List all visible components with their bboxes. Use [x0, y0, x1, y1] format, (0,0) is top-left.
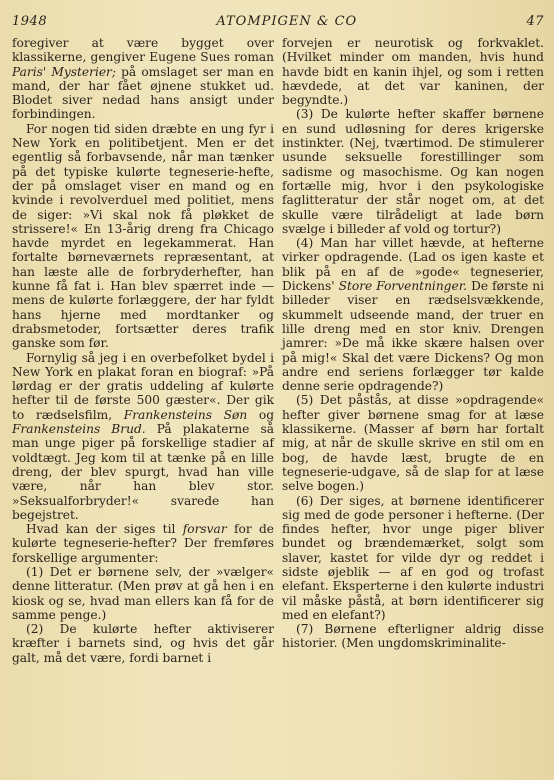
- paragraph: (7) Børnene efterligner aldrig disse historier. (Men ungdomskriminalite-: [282, 622, 544, 651]
- paragraph: (6) Der siges, at børnene identificerer sig med de gode personer i hefterne. (Der findes hefter, hvor unge piger bliver bundet og brændemærket, solgt som slaver, kastet for vilde dyr og reddet i sidste øjeblik — af en god og trofast elefant. Eksperterne i den kulørte industri vil måske påstå, at børn identificerer sig med en elefant?): [282, 493, 544, 622]
- paragraph: Fornylig så jeg i en overbefolket bydel i New York en plakat foran en biograf: »På lørdag er der gratis uddeling af kulørte hefter til de første 500 gæster«. Der gik to rædselsfilm, Frankensteins Søn og Frankensteins Brud. På plakaterne så man unge piger på forskellige stadier af voldtægt. Jeg kom til at tænke på en lille dreng, der blev spurgt, hvad han ville være, når han blev stor. »Seksualforbryder!« svarede han begejstret.: [12, 350, 275, 522]
- paragraph: forvejen er neurotisk og forkvaklet. (Hvilket minder om manden, hvis hund havde bidt en kanin ihjel, og som i retten hævdede, at det var kaninen, der begyndte.): [282, 36, 544, 108]
- left-column: [12, 36, 274, 665]
- paragraph: (3) De kulørte hefter skaffer børnene en sund udløsning for deres krigerske instinkter. (Nej, tværtimod. De stimulerer usunde seksuelle forestillinger som sadisme og masochisme. Og kan nogen fortælle mig, hvor i den psykologiske faglitteratur der står noget om, at det skulle være tilrådeligt at lade børn svælge i billeder af vold og tortur?): [282, 107, 544, 236]
- paragraph: foregiver at være bygget over klassikerne, gengiver Eugene Sues roman Paris' Mysterier; på omslaget ser man en mand, der har fået øjnene stukket ud. Blodet siver nedad hans ansigt under forbindingen.: [12, 36, 274, 122]
- paragraph: (5) Det påstås, at disse »opdragende« hefter giver børnene smag for at læse klassikerne. (Masser af børn har fortalt mig, at når de skulle skrive en stil om en bog, de havde læst, brugte de en tegneserie-udgave, så de slap for at læse selve bogen.): [282, 393, 544, 494]
- paragraph: Hvad kan der siges til forsvar for de kulørte tegneserie-hefter? Der fremføres forskellige argumenter:: [12, 522, 275, 565]
- paragraph: (1) Det er børnene selv, der »vælger« denne litteratur. (Men prøv at gå hen i en kiosk og se, hvad man ellers kan få for de samme penge.): [12, 564, 274, 622]
- paragraph: For nogen tid siden dræbte en ung fyr i New York en politibetjent. Men er det egentlig så forbavsende, når man tænker på det typiske kulørte tegneserie-hefte, der på omslaget viser en mand og en kvinde i revolverduel med politiet, mens de siger: »Vi skal nok få pløkket de strissere!« En 13-årig dreng fra Chicago havde myrdet en legekammerat. Han fortalte børneværnets repræsentant, at han læste alle de forbryderhefter, han kunne få fat i. Han blev spærret inde — mens de kulørte forlæggere, der har fyldt hans hjerne med mordtanker og drabsmetoder, fortsætter deres trafik ganske som før.: [12, 121, 274, 351]
- text-columns: [12, 36, 544, 665]
- right-column: [282, 36, 544, 665]
- paragraph: (2) De kulørte hefter aktiviserer kræfter i barnets sind, og hvis det går galt, må det være, fordi barnet i: [12, 622, 274, 665]
- header-title: ATOMPIGEN & CO: [216, 14, 358, 29]
- header-page-number: 47: [526, 14, 544, 29]
- running-head: [12, 14, 544, 34]
- header-year: 1948: [12, 14, 48, 29]
- paragraph: (4) Man har villet hævde, at hefterne virker opdragende. (Lad os igen kaste et blik på en af de »gode« tegneserier, Dickens' Store Forventninger. De første ni billeder viser en rædselsvækkende, skummelt udseende mand, der truer en lille dreng med en stor kniv. Drengen jamrer: »De må ikke skære halsen over på mig!« Skal det være Dickens? Og mon andre end seriens forlægger tør kalde denne serie opdragende?): [282, 236, 545, 394]
